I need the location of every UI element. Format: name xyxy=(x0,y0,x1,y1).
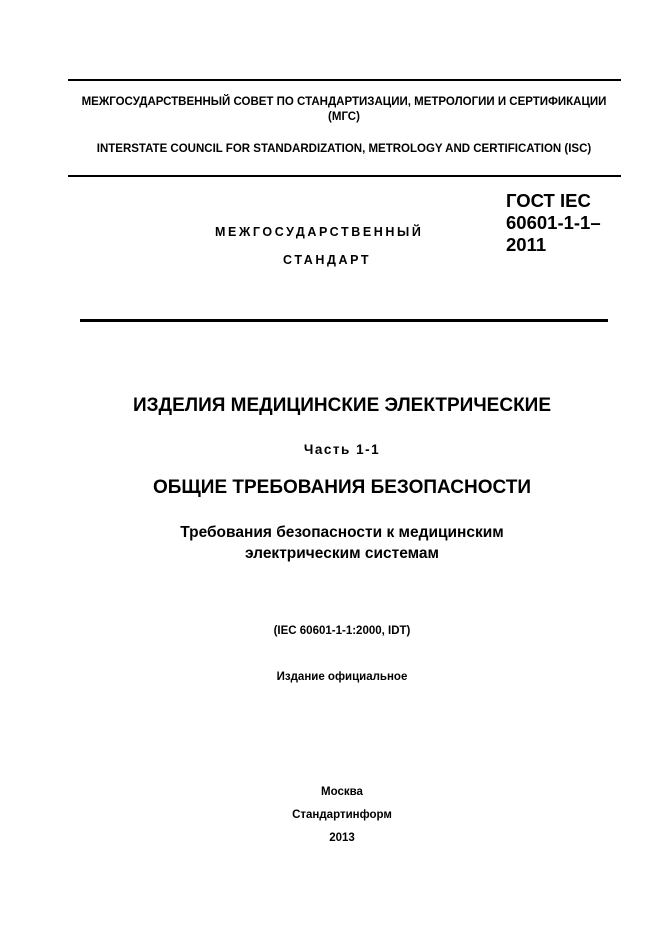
imprint-year: 2013 xyxy=(329,832,355,844)
header-rule xyxy=(68,175,621,177)
standard-type-line2: СТАНДАРТ xyxy=(283,253,372,267)
document-subtitle: ОБЩИЕ ТРЕБОВАНИЯ БЕЗОПАСНОСТИ xyxy=(153,477,531,498)
document-part: Часть 1-1 xyxy=(303,442,381,457)
document-title: ИЗДЕЛИЯ МЕДИЦИНСКИЕ ЭЛЕКТРИЧЕСКИЕ xyxy=(132,395,552,416)
council-name-ru: МЕЖГОСУДАРСТВЕННЫЙ СОВЕТ ПО СТАНДАРТИЗАЦИИ, МЕТРОЛОГИИ И СЕРТИФИКАЦИИ (МГС) xyxy=(81,96,607,123)
document-description: Требования безопасности к медицинским электрическим системам xyxy=(180,524,504,562)
council-name-en: INTERSTATE COUNCIL FOR STANDARDIZATION, METROLOGY AND CERTIFICATION (ISC) xyxy=(96,143,592,155)
standard-type-line1: МЕЖГОСУДАРСТВЕННЫЙ xyxy=(215,225,424,239)
iec-reference: (IEC 60601-1-1:2000, IDT) xyxy=(273,625,411,637)
imprint-publisher: Стандартинформ xyxy=(292,809,392,821)
standard-designation: ГОСТ IEC 60601-1-1–2011 xyxy=(506,190,601,255)
top-rule xyxy=(68,79,621,81)
imprint-city: Москва xyxy=(321,786,363,798)
edition-note: Издание официальное xyxy=(276,671,408,683)
title-block-rule xyxy=(80,319,608,322)
